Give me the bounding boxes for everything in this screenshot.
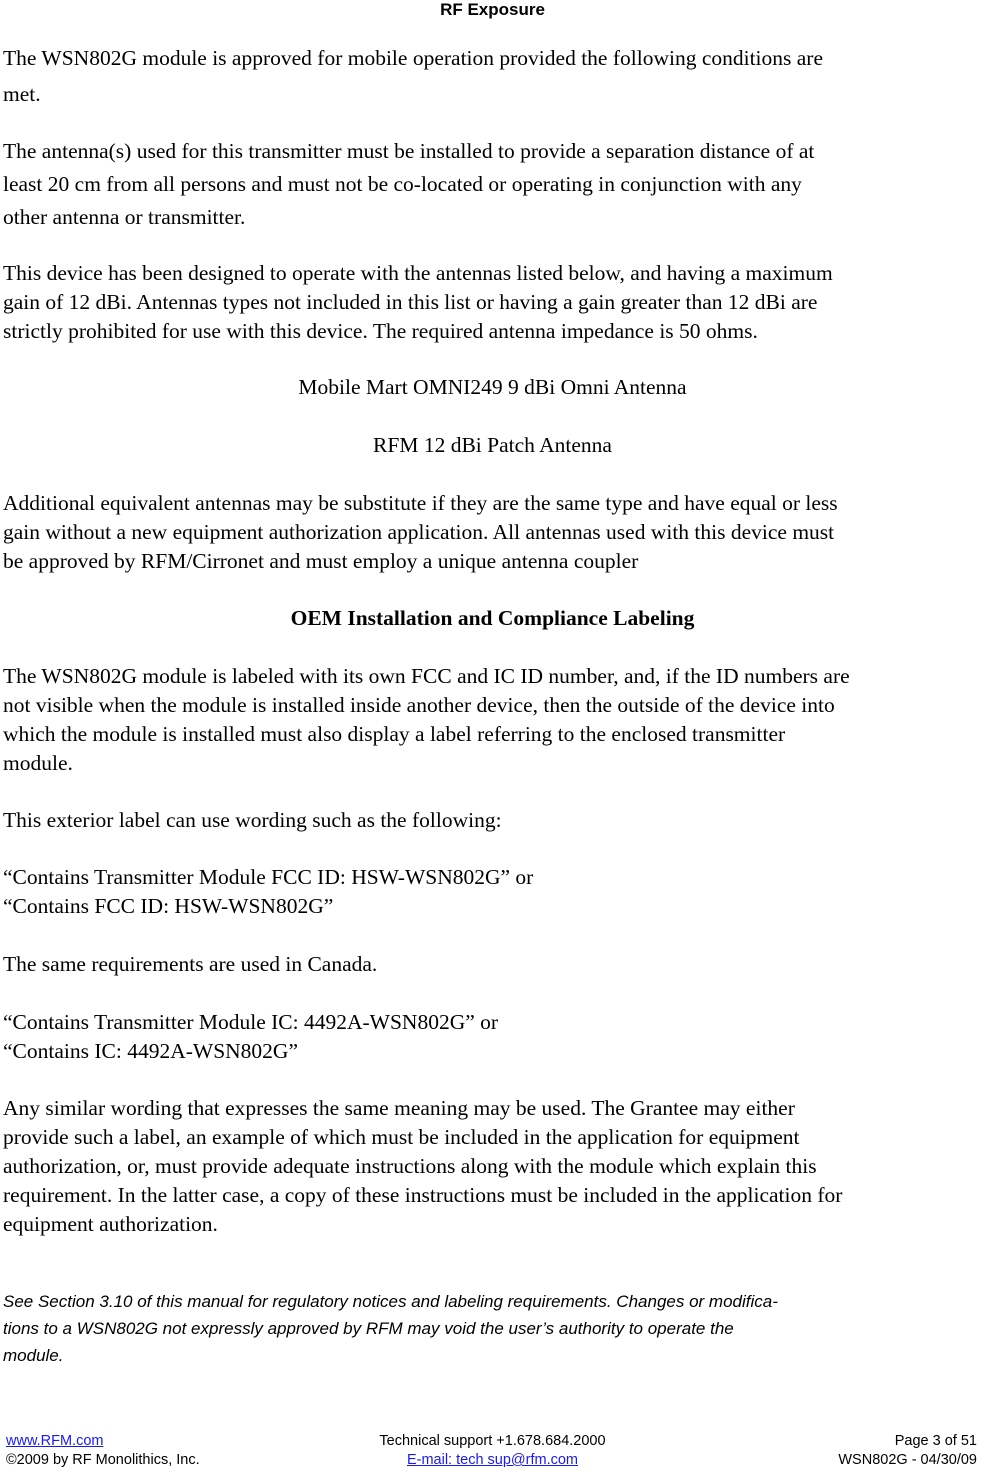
note-line: See Section 3.10 of this manual for regulatory notices and labeling requirements. Changes or modifica- xyxy=(3,1292,778,1311)
paragraph-line: least 20 cm from all persons and must not be co-located or operating in conjunction with any xyxy=(3,172,802,196)
support-phone: Technical support +1.678.684.2000 xyxy=(379,1433,606,1449)
paragraph-line: This exterior label can use wording such as the following: xyxy=(3,808,502,832)
paragraph-line: The WSN802G module is labeled with its own FCC and IC ID number, and, if the ID numbers are xyxy=(3,664,850,688)
section-heading: OEM Installation and Compliance Labeling xyxy=(290,606,695,630)
paragraph-line: This device has been designed to operate with the antennas listed below, and having a maximum xyxy=(3,261,833,285)
page-number: Page 3 of 51 xyxy=(894,1433,977,1449)
fcc-example: “Contains FCC ID: HSW-WSN802G” xyxy=(3,894,334,918)
paragraph-line: The same requirements are used in Canada. xyxy=(3,952,378,976)
copyright-text: ©2009 by RF Monolithics, Inc. xyxy=(6,1452,200,1468)
paragraph-line: gain without a new equipment authorization application. All antennas used with this device must xyxy=(3,520,835,544)
paragraph-line: The antenna(s) used for this transmitter must be installed to provide a separation distance of at xyxy=(3,139,815,163)
website-link[interactable]: www.RFM.com xyxy=(6,1433,104,1449)
email-link[interactable]: E-mail: tech sup@rfm.com xyxy=(406,1452,579,1468)
paragraph-line: strictly prohibited for use with this device. The required antenna impedance is 50 ohms. xyxy=(3,319,758,343)
paragraph-line: requirement. In the latter case, a copy of these instructions must be included in the application for xyxy=(3,1183,843,1207)
paragraph-line: Any similar wording that expresses the same meaning may be used. The Grantee may either xyxy=(3,1096,795,1120)
page-header-title: RF Exposure xyxy=(440,0,545,19)
paragraph-line: Additional equivalent antennas may be substitute if they are the same type and have equal or less xyxy=(3,491,838,515)
regulatory-note xyxy=(3,1288,978,1369)
document-id: WSN802G - 04/30/09 xyxy=(838,1452,977,1468)
paragraph-line: provide such a label, an example of which must be included in the application for equipment xyxy=(3,1125,800,1149)
paragraph-line: equipment authorization. xyxy=(3,1212,218,1236)
page-footer xyxy=(0,1432,985,1472)
antenna-item: RFM 12 dBi Patch Antenna xyxy=(373,433,612,457)
antenna-item: Mobile Mart OMNI249 9 dBi Omni Antenna xyxy=(298,375,687,399)
paragraph-line: authorization, or, must provide adequate instructions along with the module which explain this xyxy=(3,1154,817,1178)
paragraph-line: not visible when the module is installed inside another device, then the outside of the device into xyxy=(3,693,835,717)
paragraph-line: gain of 12 dBi. Antennas types not included in this list or having a gain greater than 12 dBi are xyxy=(3,290,818,314)
fcc-example: “Contains Transmitter Module FCC ID: HSW-WSN802G” or xyxy=(3,865,534,889)
note-line: tions to a WSN802G not expressly approved by RFM may void the user’s authority to operate the xyxy=(3,1319,734,1338)
paragraph-line: be approved by RFM/Cirronet and must employ a unique antenna coupler xyxy=(3,549,639,573)
paragraph-line: other antenna or transmitter. xyxy=(3,205,246,229)
note-line: module. xyxy=(3,1346,64,1365)
paragraph-line: The WSN802G module is approved for mobile operation provided the following conditions are xyxy=(3,46,824,70)
ic-example: “Contains Transmitter Module IC: 4492A-WSN802G” or xyxy=(3,1010,499,1034)
paragraph-line: which the module is installed must also display a label referring to the enclosed transmitter xyxy=(3,722,786,746)
paragraph-line: module. xyxy=(3,751,73,775)
ic-example: “Contains IC: 4492A-WSN802G” xyxy=(3,1039,298,1063)
paragraph-line: met. xyxy=(3,82,41,106)
